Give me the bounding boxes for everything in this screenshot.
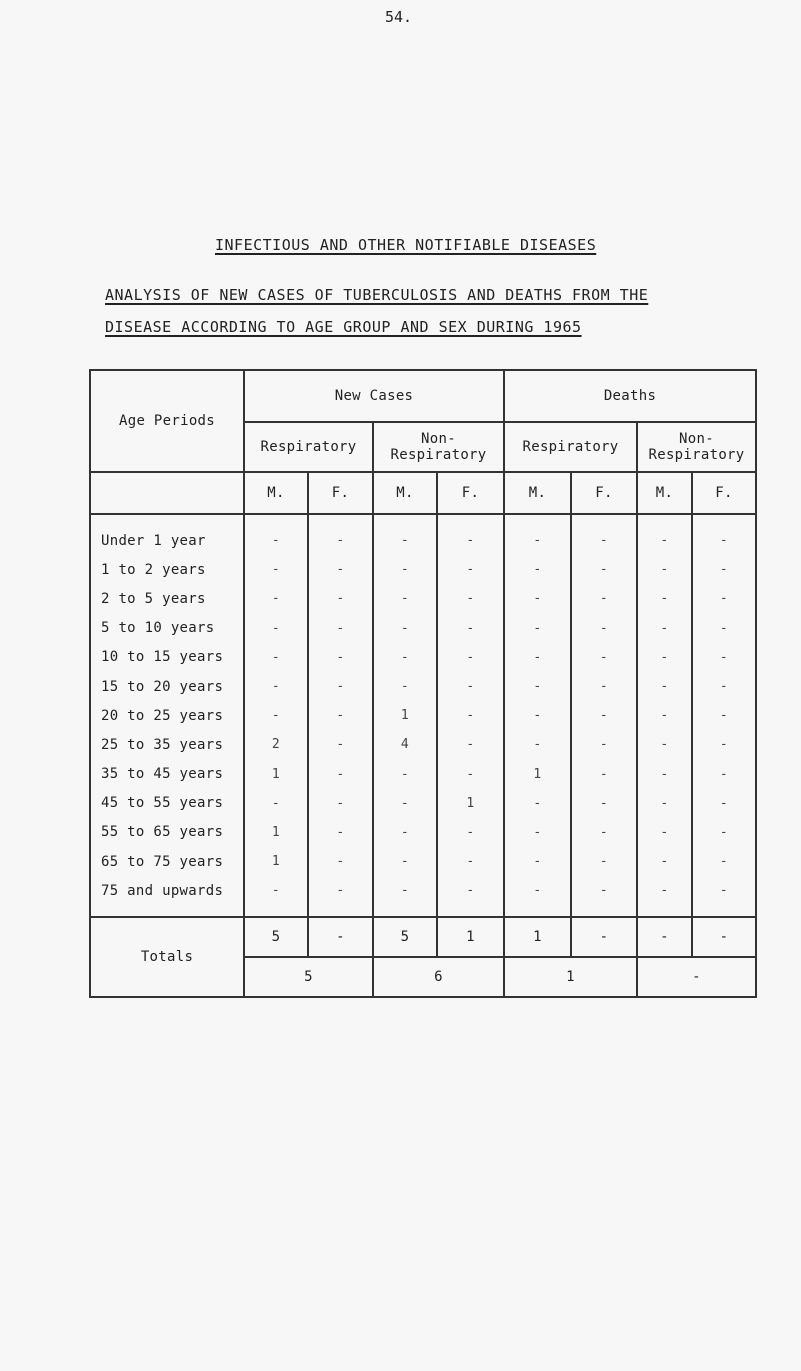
cell: - bbox=[692, 789, 756, 818]
cell: - bbox=[504, 526, 571, 555]
cell: - bbox=[373, 643, 437, 672]
cell: - bbox=[637, 730, 692, 759]
cell: 1 bbox=[244, 818, 308, 847]
cell: - bbox=[244, 643, 308, 672]
cell: - bbox=[437, 614, 504, 643]
cell: - bbox=[692, 555, 756, 584]
age-period: 2 to 5 years bbox=[90, 584, 244, 613]
cell: - bbox=[692, 730, 756, 759]
cell: - bbox=[373, 818, 437, 847]
age-period: 35 to 45 years bbox=[90, 760, 244, 789]
cell: - bbox=[308, 818, 373, 847]
subtitle-line-2: DISEASE ACCORDING TO AGE GROUP AND SEX DURING 1965 bbox=[105, 318, 582, 336]
cell: - bbox=[504, 789, 571, 818]
cell: - bbox=[308, 643, 373, 672]
cell: - bbox=[637, 876, 692, 905]
cell: - bbox=[637, 847, 692, 876]
cell: - bbox=[692, 643, 756, 672]
m-header: M. bbox=[637, 472, 692, 514]
cell: - bbox=[504, 584, 571, 613]
cell: - bbox=[244, 701, 308, 730]
cell: - bbox=[373, 526, 437, 555]
cell: - bbox=[373, 760, 437, 789]
page-number: 54. bbox=[385, 8, 413, 26]
cell: - bbox=[504, 614, 571, 643]
age-period: 75 and upwards bbox=[90, 876, 244, 905]
cell: - bbox=[504, 701, 571, 730]
total-cell: - bbox=[637, 917, 692, 957]
cell: - bbox=[308, 672, 373, 701]
cell: - bbox=[308, 526, 373, 555]
cell: - bbox=[244, 876, 308, 905]
cell: - bbox=[437, 818, 504, 847]
cell: - bbox=[504, 876, 571, 905]
f-header: F. bbox=[308, 472, 373, 514]
f-header: F. bbox=[437, 472, 504, 514]
age-period: 65 to 75 years bbox=[90, 847, 244, 876]
cell: - bbox=[637, 672, 692, 701]
cell: - bbox=[571, 730, 637, 759]
cell: - bbox=[571, 701, 637, 730]
cell: - bbox=[571, 526, 637, 555]
cell: - bbox=[308, 847, 373, 876]
table-row bbox=[90, 526, 756, 555]
cell: - bbox=[308, 760, 373, 789]
cell: - bbox=[373, 672, 437, 701]
cell: - bbox=[637, 526, 692, 555]
cell: - bbox=[504, 730, 571, 759]
cell: - bbox=[692, 672, 756, 701]
cell: - bbox=[437, 876, 504, 905]
total-cell: 1 bbox=[437, 917, 504, 957]
total-combined-cell: 5 bbox=[244, 957, 373, 997]
cell: - bbox=[692, 701, 756, 730]
cell: - bbox=[244, 526, 308, 555]
total-combined-cell: 6 bbox=[373, 957, 504, 997]
cell: - bbox=[692, 614, 756, 643]
f-header: F. bbox=[692, 472, 756, 514]
cell: - bbox=[504, 672, 571, 701]
cell: 4 bbox=[373, 730, 437, 759]
total-combined-cell: - bbox=[637, 957, 756, 997]
cell: - bbox=[637, 614, 692, 643]
table-row bbox=[90, 847, 756, 876]
new-respiratory-header: Respiratory bbox=[244, 422, 373, 472]
table-row bbox=[90, 643, 756, 672]
cell: - bbox=[571, 818, 637, 847]
cell: 1 bbox=[504, 760, 571, 789]
age-periods-header: Age Periods bbox=[90, 370, 244, 472]
cell: - bbox=[373, 789, 437, 818]
total-cell: - bbox=[571, 917, 637, 957]
table-row bbox=[90, 876, 756, 905]
deaths-respiratory-header: Respiratory bbox=[504, 422, 637, 472]
cell: - bbox=[637, 701, 692, 730]
cell: - bbox=[308, 701, 373, 730]
total-cell: 5 bbox=[373, 917, 437, 957]
total-cell: 1 bbox=[504, 917, 571, 957]
cell: - bbox=[571, 614, 637, 643]
table-row bbox=[90, 584, 756, 613]
m-header: M. bbox=[373, 472, 437, 514]
age-period: 55 to 65 years bbox=[90, 818, 244, 847]
cell: - bbox=[437, 730, 504, 759]
cell: - bbox=[373, 555, 437, 584]
cell: - bbox=[244, 672, 308, 701]
deaths-header: Deaths bbox=[504, 370, 756, 422]
cell: - bbox=[244, 614, 308, 643]
total-cell: - bbox=[308, 917, 373, 957]
age-period: 15 to 20 years bbox=[90, 672, 244, 701]
cell: - bbox=[692, 847, 756, 876]
age-period: 45 to 55 years bbox=[90, 789, 244, 818]
blank-cell bbox=[90, 472, 244, 514]
cell: - bbox=[637, 555, 692, 584]
cell: - bbox=[637, 643, 692, 672]
cell: - bbox=[637, 818, 692, 847]
tuberculosis-table bbox=[89, 369, 757, 998]
table-row bbox=[90, 818, 756, 847]
totals-by-sex-row bbox=[90, 917, 756, 957]
cell: - bbox=[692, 760, 756, 789]
page-title: INFECTIOUS AND OTHER NOTIFIABLE DISEASES bbox=[215, 236, 597, 254]
totals-label: Totals bbox=[90, 917, 244, 997]
cell: - bbox=[571, 847, 637, 876]
cell: - bbox=[571, 760, 637, 789]
table-row bbox=[90, 614, 756, 643]
cell: - bbox=[373, 584, 437, 613]
cell: - bbox=[308, 876, 373, 905]
cell: 1 bbox=[437, 789, 504, 818]
cell: - bbox=[504, 555, 571, 584]
cell: 2 bbox=[244, 730, 308, 759]
total-combined-cell: 1 bbox=[504, 957, 637, 997]
age-period: 10 to 15 years bbox=[90, 643, 244, 672]
cell: - bbox=[437, 643, 504, 672]
cell: 1 bbox=[373, 701, 437, 730]
cell: - bbox=[373, 847, 437, 876]
cell: - bbox=[244, 789, 308, 818]
m-header: M. bbox=[244, 472, 308, 514]
f-header: F. bbox=[571, 472, 637, 514]
cell: - bbox=[373, 614, 437, 643]
cell: - bbox=[692, 818, 756, 847]
new-non-respiratory-header: Non- Respiratory bbox=[373, 422, 504, 472]
total-cell: - bbox=[692, 917, 756, 957]
cell: - bbox=[504, 643, 571, 672]
cell: - bbox=[504, 818, 571, 847]
cell: - bbox=[437, 584, 504, 613]
cell: - bbox=[437, 526, 504, 555]
cell: - bbox=[571, 584, 637, 613]
cell: - bbox=[437, 847, 504, 876]
cell: - bbox=[308, 555, 373, 584]
cell: - bbox=[437, 760, 504, 789]
age-period: Under 1 year bbox=[90, 526, 244, 555]
cell: - bbox=[308, 584, 373, 613]
subtitle-line-1: ANALYSIS OF NEW CASES OF TUBERCULOSIS AND DEATHS FROM THE bbox=[105, 286, 649, 304]
cell: - bbox=[571, 555, 637, 584]
age-period: 1 to 2 years bbox=[90, 555, 244, 584]
cell: - bbox=[692, 526, 756, 555]
total-cell: 5 bbox=[244, 917, 308, 957]
cell: - bbox=[571, 643, 637, 672]
m-header: M. bbox=[504, 472, 571, 514]
cell: - bbox=[692, 584, 756, 613]
table-row bbox=[90, 789, 756, 818]
cell: - bbox=[437, 555, 504, 584]
age-period: 20 to 25 years bbox=[90, 701, 244, 730]
cell: - bbox=[637, 760, 692, 789]
table-row bbox=[90, 730, 756, 759]
table-row bbox=[90, 701, 756, 730]
cell: - bbox=[244, 555, 308, 584]
new-cases-header: New Cases bbox=[244, 370, 504, 422]
cell: - bbox=[308, 614, 373, 643]
cell: - bbox=[692, 876, 756, 905]
cell: - bbox=[571, 672, 637, 701]
age-period: 5 to 10 years bbox=[90, 614, 244, 643]
cell: - bbox=[637, 584, 692, 613]
cell: 1 bbox=[244, 847, 308, 876]
cell: - bbox=[437, 672, 504, 701]
age-period: 25 to 35 years bbox=[90, 730, 244, 759]
cell: 1 bbox=[244, 760, 308, 789]
cell: - bbox=[244, 584, 308, 613]
deaths-non-respiratory-header: Non- Respiratory bbox=[637, 422, 756, 472]
table-row bbox=[90, 555, 756, 584]
cell: - bbox=[571, 789, 637, 818]
cell: - bbox=[571, 876, 637, 905]
cell: - bbox=[373, 876, 437, 905]
cell: - bbox=[437, 701, 504, 730]
cell: - bbox=[308, 789, 373, 818]
cell: - bbox=[308, 730, 373, 759]
cell: - bbox=[637, 789, 692, 818]
table-row bbox=[90, 760, 756, 789]
table-row bbox=[90, 672, 756, 701]
cell: - bbox=[504, 847, 571, 876]
